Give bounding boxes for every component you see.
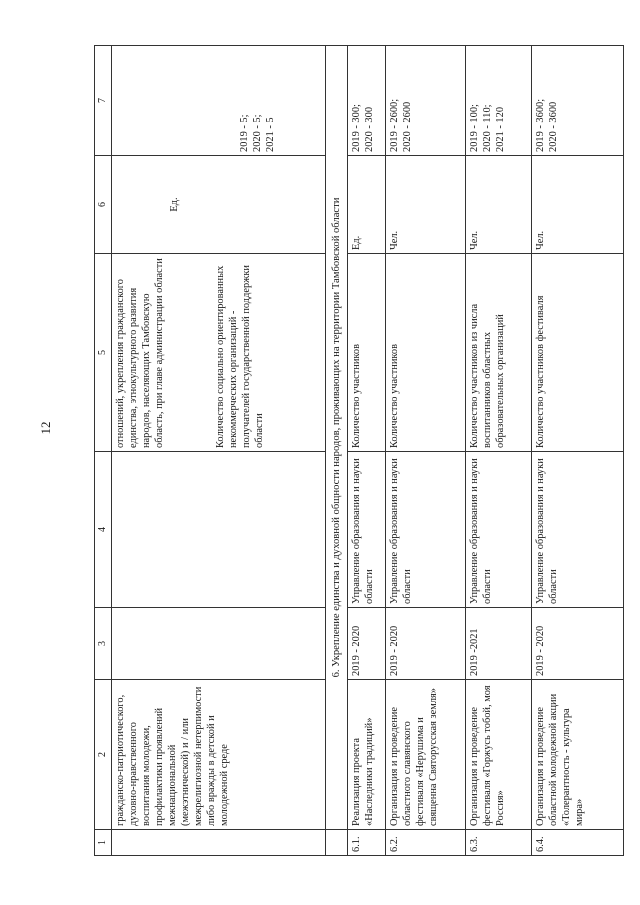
value-line: 2019 - 3600;: [535, 98, 546, 152]
value-line: 2020 - 3600: [548, 101, 559, 152]
value-line: 2020 - 110;: [482, 104, 493, 152]
row-value: [532, 46, 624, 156]
value-line: 2019 - 100;: [469, 104, 480, 152]
row-exec: Управление образования и науки области: [532, 452, 624, 608]
cont-num-cell: [112, 830, 326, 856]
row-value: [348, 46, 386, 156]
row-value: [466, 46, 532, 156]
col-header-5: 5: [95, 254, 112, 452]
column-number-row: [95, 46, 112, 856]
table-row: [466, 46, 532, 856]
row-period: 2019 - 2020: [532, 608, 624, 680]
cont-unit-cell: [112, 156, 326, 254]
row-unit: Чел.: [466, 156, 532, 254]
col-header-3: 3: [95, 608, 112, 680]
cont-period-cell: [112, 608, 326, 680]
col-header-6: 6: [95, 156, 112, 254]
cont-indicator-cell: [112, 254, 326, 452]
col-header-4: 4: [95, 452, 112, 608]
value-line: 2019 - 300;: [351, 104, 362, 152]
table-row: [532, 46, 624, 856]
value-line: 2020 - 2600: [402, 101, 413, 152]
row-indicator: Количество участников из числа воспитанников областных образовательных организаций: [466, 254, 532, 452]
row-indicator: Количество участников фестиваля: [532, 254, 624, 452]
row-unit: Ед.: [348, 156, 386, 254]
cont-value-line: 2019 - 5;: [239, 114, 250, 152]
cont-value-cell: [112, 46, 326, 156]
row-name: Организация и проведение областного славянского фестиваля «Нерушима и священна Святорусская земля»: [386, 680, 466, 830]
row-name: Реализация проекта «Наследники традиций»: [348, 680, 386, 830]
col-header-7: 7: [95, 46, 112, 156]
cont-indicator-a: отношений, укрепления гражданского единства, этнокультурного развития народов, населяющих Тамбовскую область, при главе администрации области: [115, 258, 165, 448]
cont-exec-cell: [112, 452, 326, 608]
row-num: 6.4.: [532, 830, 624, 856]
row-num: 6.2.: [386, 830, 466, 856]
continued-row: [112, 46, 326, 856]
col-header-2: 2: [95, 680, 112, 830]
row-unit: Чел.: [532, 156, 624, 254]
row-exec: Управление образования и науки области: [466, 452, 532, 608]
col-header-1: 1: [95, 830, 112, 856]
row-exec: Управление образования и науки области: [386, 452, 466, 608]
cont-indicator-b: Количество социально ориентированных некоммерческих организаций - получателей государственной поддержки области: [215, 265, 265, 448]
table-row: [348, 46, 386, 856]
row-unit: Чел.: [386, 156, 466, 254]
section-title: 6. Укрепление единства и духовной общности народов, проживающих на территории Тамбовской области: [326, 46, 348, 830]
row-indicator: Количество участников: [348, 254, 386, 452]
value-line: 2019 - 2600;: [389, 98, 400, 152]
row-period: 2019 -2021: [466, 608, 532, 680]
measures-table: [94, 45, 624, 856]
row-exec: Управление образования и науки области: [348, 452, 386, 608]
row-indicator: Количество участников: [386, 254, 466, 452]
row-period: 2019 - 2020: [386, 608, 466, 680]
cont-value-line: 2021 - 5: [265, 117, 276, 152]
row-name: Организация и проведение фестиваля «Горжусь тобой, моя Россия»: [466, 680, 532, 830]
page-number: 12: [38, 421, 53, 435]
value-line: 2020 - 300: [364, 106, 375, 152]
table-row: [386, 46, 466, 856]
row-name: Организация и проведение областной молодежной акции «Толерантность - культура мира»: [532, 680, 624, 830]
row-num: 6.1.: [348, 830, 386, 856]
cont-unit: Ед.: [169, 197, 180, 212]
cont-name-cell: гражданско-патриотического, духовно-нравственного воспитания молодежи, профилактики проявлений межнациональной (межэтнической) и / или межрелигиозной нетерпимости либо вражды в детской и молодежной среде: [112, 680, 326, 830]
row-num: 6.3.: [466, 830, 532, 856]
row-value: [386, 46, 466, 156]
value-line: 2021 - 120: [495, 106, 506, 152]
rotated-table-container: [94, 46, 624, 856]
section-row: [326, 46, 348, 856]
row-period: 2019 - 2020: [348, 608, 386, 680]
cont-value-line: 2020 - 5;: [252, 114, 263, 152]
